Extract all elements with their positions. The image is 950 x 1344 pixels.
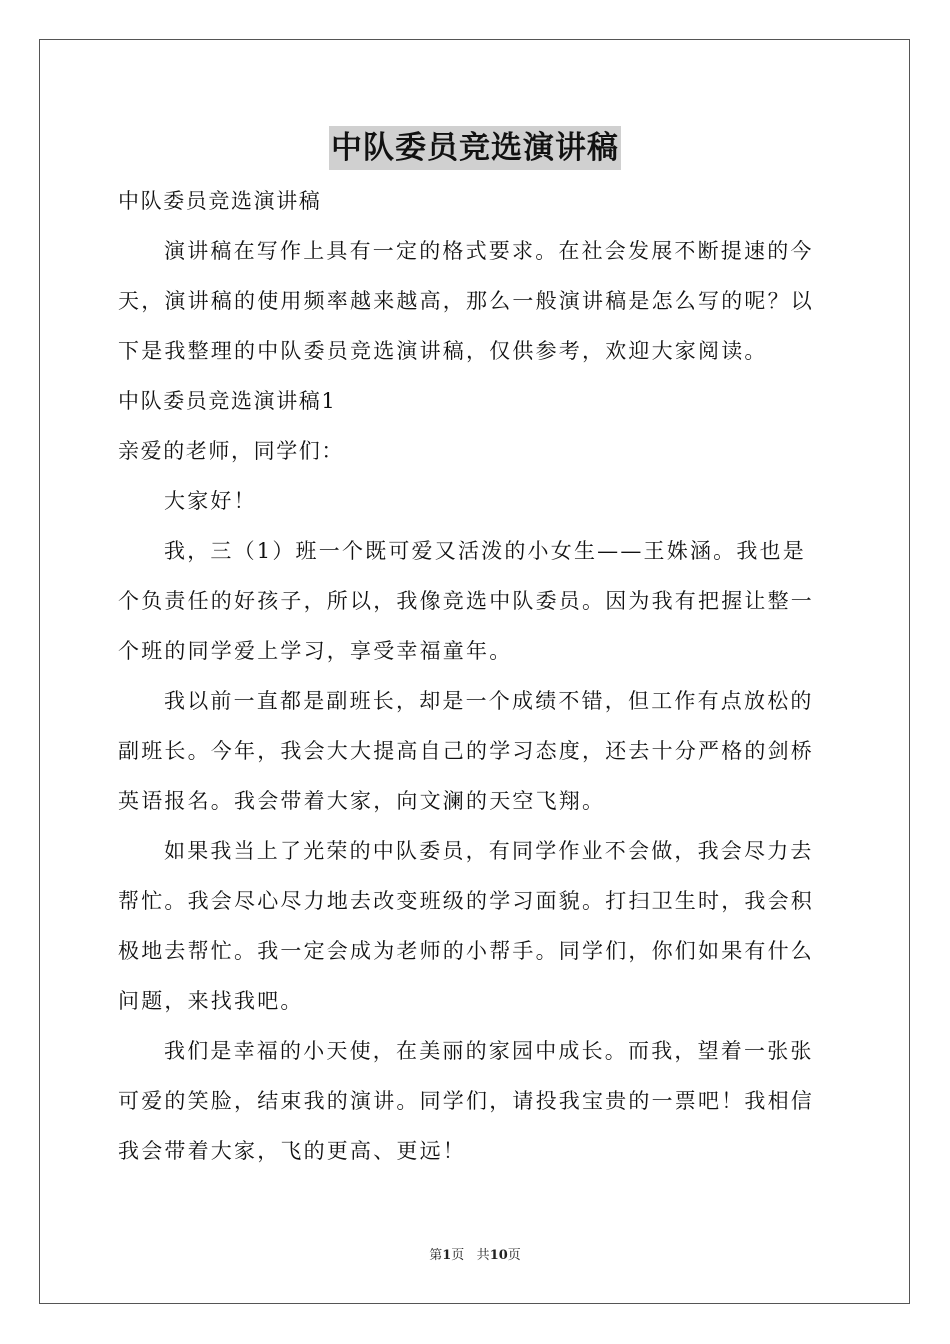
intro-line: 天，演讲稿的使用频率越来越高，那么一般演讲稿是怎么写的呢？以 <box>118 289 814 313</box>
paragraph-line: 我会带着大家，飞的更高、更远！ <box>118 1139 466 1163</box>
paragraph-line: 副班长。今年，我会大大提高自己的学习态度，还去十分严格的剑桥 <box>118 739 814 763</box>
body-paragraph-1 <box>118 526 834 676</box>
paragraph-line: 帮忙。我会尽心尽力地去改变班级的学习面貌。打扫卫生时，我会积 <box>118 889 814 913</box>
document-title-text: 中队委员竞选演讲稿 <box>329 126 621 170</box>
section-heading: 中队委员竞选演讲稿1 <box>118 389 337 413</box>
intro-line: 演讲稿在写作上具有一定的格式要求。在社会发展不断提速的今 <box>164 239 814 263</box>
body-paragraph-2 <box>118 676 834 826</box>
paragraph-line: 我，三（1）班一个既可爱又活泼的小女生——王姝涵。我也是 <box>164 539 806 563</box>
document-subtitle: 中队委员竞选演讲稿 <box>118 189 322 213</box>
total-prefix: 共 <box>476 1248 490 1263</box>
page-number: 1 <box>442 1248 452 1263</box>
page-footer <box>0 1247 950 1265</box>
body-paragraph-3 <box>118 826 834 1026</box>
paragraph-line: 英语报名。我会带着大家，向文澜的天空飞翔。 <box>118 789 606 813</box>
greeting-line: 大家好！ <box>164 489 257 513</box>
total-pages: 10 <box>489 1248 508 1263</box>
total-suffix: 页 <box>507 1248 521 1263</box>
paragraph-line: 问题，来找我吧。 <box>118 989 304 1013</box>
paragraph-line: 极地去帮忙。我一定会成为老师的小帮手。同学们，你们如果有什么 <box>118 939 814 963</box>
body-paragraph-4 <box>118 1026 834 1176</box>
intro-paragraph <box>118 226 834 376</box>
paragraph-line: 我们是幸福的小天使，在美丽的家园中成长。而我，望着一张张 <box>164 1039 814 1063</box>
paragraph-line: 个班的同学爱上学习，享受幸福童年。 <box>118 639 513 663</box>
salutation: 亲爱的老师，同学们： <box>118 439 344 463</box>
page-suffix: 页 <box>451 1248 465 1263</box>
greeting <box>118 476 834 526</box>
document-title <box>0 126 950 170</box>
intro-line: 下是我整理的中队委员竞选演讲稿，仅供参考，欢迎大家阅读。 <box>118 339 768 363</box>
paragraph-line: 可爱的笑脸，结束我的演讲。同学们，请投我宝贵的一票吧！我相信 <box>118 1089 814 1113</box>
paragraph-line: 如果我当上了光荣的中队委员，有同学作业不会做，我会尽力去 <box>164 839 814 863</box>
paragraph-line: 我以前一直都是副班长，却是一个成绩不错，但工作有点放松的 <box>164 689 814 713</box>
document-body <box>118 176 834 1176</box>
page-prefix: 第 <box>429 1248 443 1263</box>
paragraph-line: 个负责任的好孩子，所以，我像竞选中队委员。因为我有把握让整一 <box>118 589 814 613</box>
